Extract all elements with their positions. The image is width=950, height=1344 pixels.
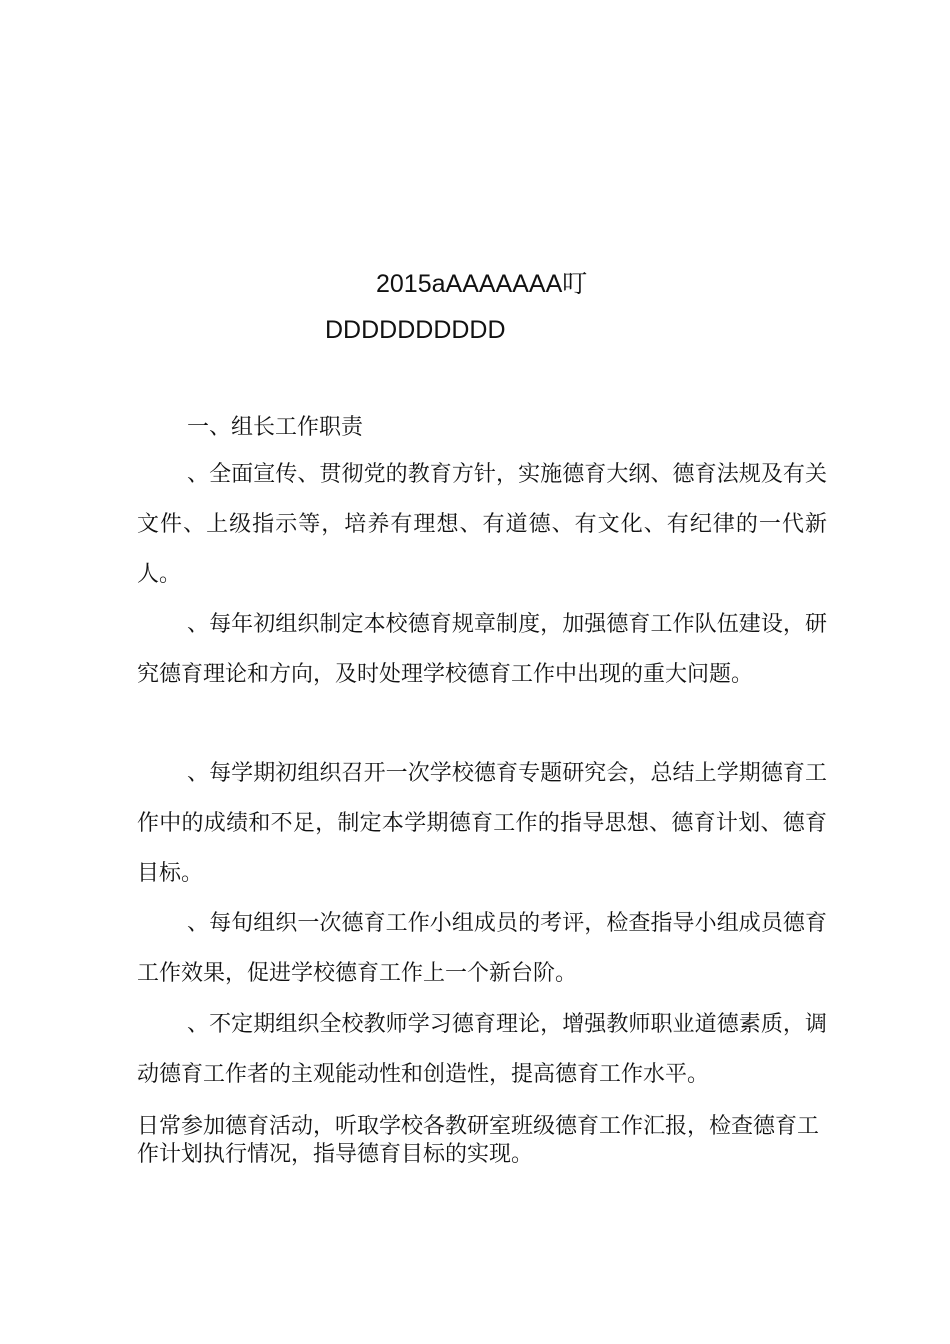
paragraph-4: 、每旬组织一次德育工作小组成员的考评，检查指导小组成员德育工作效果，促进学校德育工作上一个新台阶。 xyxy=(137,911,827,986)
paragraph-2: 、每年初组织制定本校德育规章制度，加强德育工作队伍建设，研究德育理论和方向，及时处理学校德育工作中出现的重大问题。 xyxy=(137,612,827,687)
section-heading: 一、组长工作职责 xyxy=(187,415,364,440)
document-title-line1: 2015aAAAAAAA叮 xyxy=(376,270,588,298)
paragraph-5: 、不定期组织全校教师学习德育理论，增强教师职业道德素质，调动德育工作者的主观能动性和创造性，提高德育工作水平。 xyxy=(137,1012,827,1087)
paragraph-1: 、全面宣传、贯彻党的教育方针，实施德育大纲、德育法规及有关文件、上级指示等，培养有理想、有道德、有文化、有纪律的一代新人。 xyxy=(137,462,827,587)
document-title-line2: DDDDDDDDDD xyxy=(325,316,506,344)
paragraph-final: 日常参加德育活动，听取学校各教研室班级德育工作汇报，检查德育工作计划执行情况，指导德育目标的实现。 xyxy=(137,1114,820,1167)
paragraph-3: 、每学期初组织召开一次学校德育专题研究会，总结上学期德育工作中的成绩和不足，制定本学期德育工作的指导思想、德育计划、德育目标。 xyxy=(137,761,827,886)
